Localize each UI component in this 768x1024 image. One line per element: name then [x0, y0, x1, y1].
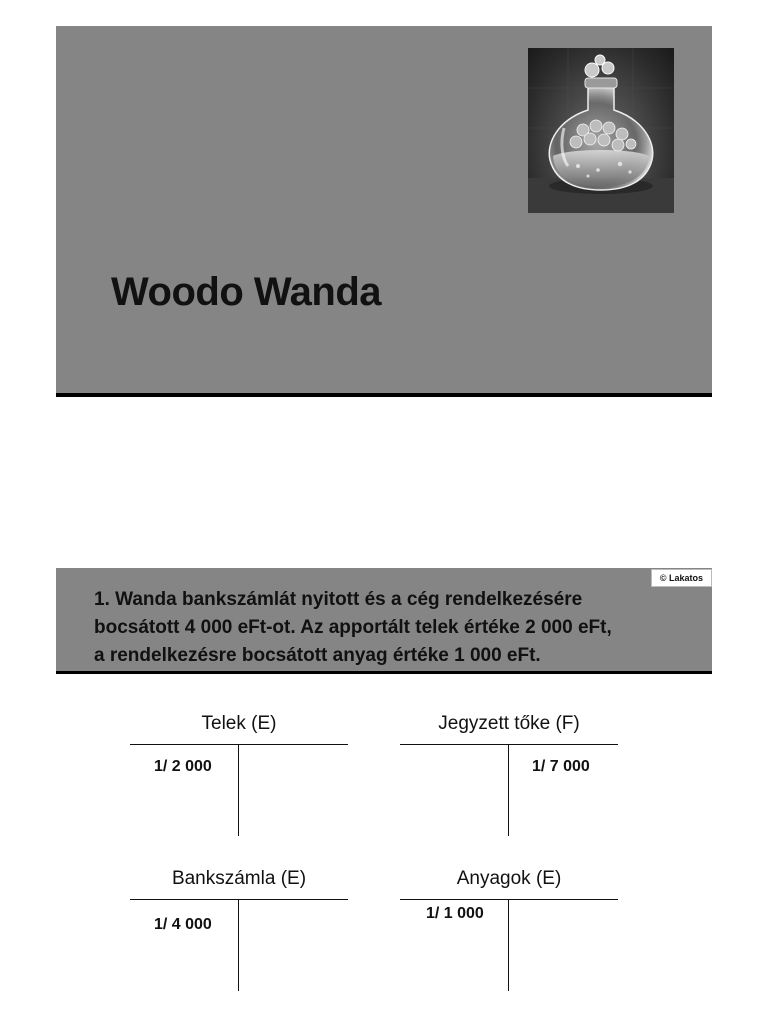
t-account-vertical-line: [238, 899, 239, 991]
slide-title: Woodo Wanda: [111, 270, 382, 314]
copyright-badge: © Lakatos: [651, 569, 712, 587]
task-line: bocsátott 4 000 eFt-ot. Az apportált telek értéke 2 000 eFt,: [94, 617, 612, 638]
title-slide: [56, 26, 712, 394]
task-line: 1. Wanda bankszámlát nyitott és a cég rendelkezésére: [94, 589, 583, 610]
t-account-title: Jegyzett tőke (F): [438, 713, 580, 734]
t-account-title: Telek (E): [201, 713, 277, 734]
potion-flask-icon: [528, 48, 674, 213]
task-header: [56, 568, 712, 672]
t-account-vertical-line: [508, 744, 509, 836]
t-account-jegyzett-toke: [400, 713, 618, 863]
t-account-vertical-line: [238, 744, 239, 836]
t-account-vertical-line: [508, 899, 509, 991]
potion-flask-image: [528, 48, 674, 213]
t-account-horizontal-line: [400, 899, 618, 900]
t-account-anyagok: [400, 868, 618, 1018]
t-account-bankszamla: [130, 868, 348, 1018]
t-account-horizontal-line: [130, 899, 348, 900]
slide-divider: [56, 393, 712, 397]
t-account-telek: [130, 713, 348, 863]
t-account-horizontal-line: [400, 744, 618, 745]
t-account-horizontal-line: [130, 744, 348, 745]
task-description: [94, 586, 694, 670]
debit-entry: 1/ 1 000: [426, 905, 484, 922]
task-line: a rendelkezésre bocsátott anyag értéke 1 000 eFt.: [94, 645, 541, 666]
credit-entry: 1/ 7 000: [532, 758, 590, 775]
debit-entry: 1/ 4 000: [154, 916, 212, 933]
debit-entry: 1/ 2 000: [154, 758, 212, 775]
t-account-title: Anyagok (E): [456, 868, 562, 889]
task-divider: [56, 671, 712, 674]
t-account-title: Bankszámla (E): [171, 868, 307, 889]
